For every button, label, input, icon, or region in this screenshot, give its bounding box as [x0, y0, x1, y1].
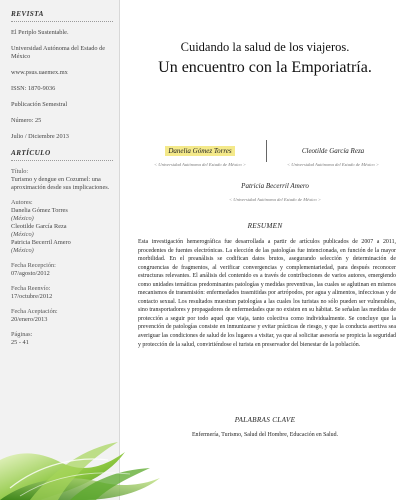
title-label: Título:	[11, 168, 29, 175]
author-2-name: Cleotilde García Reza	[301, 147, 365, 155]
author-3	[200, 175, 350, 202]
authors-label: Autores:	[11, 199, 33, 206]
pages-value: 25 - 41	[11, 339, 29, 346]
author-3-affiliation: < Universidad Autónoma del Estado de México >	[229, 197, 321, 202]
journal-name: El Periplo Sustentable.	[11, 29, 69, 36]
accepted-date: 20/enero/2013	[11, 316, 48, 323]
accepted-label: Fecha Aceptación:	[11, 308, 58, 315]
resumen-heading: RESUMEN	[247, 222, 283, 230]
revista-section	[11, 10, 113, 141]
revised-date: 17/octubre/2012	[11, 293, 53, 300]
author-2	[268, 140, 398, 167]
article-title-line2: Un encuentro con la Emporiatría.	[158, 59, 372, 76]
author-2-affiliation: < Universidad Autónoma del Estado de México >	[287, 162, 379, 167]
journal-date: Julio / Diciembre 2013	[11, 133, 69, 140]
keywords-heading: PALABRAS CLAVE	[234, 416, 296, 424]
author-country: (México)	[11, 231, 34, 238]
pages-label: Páginas:	[11, 331, 33, 338]
articulo-heading: ARTÍCULO	[11, 149, 51, 157]
author-name: Danelia Gómez Torres	[11, 207, 68, 214]
divider	[11, 160, 113, 161]
author-3-name: Patricia Becerril Amero	[241, 182, 309, 190]
author-1-name: Danelia Gómez Torres	[165, 146, 234, 156]
journal-institution: Universidad Autónoma del Estado de México	[11, 45, 106, 60]
revista-heading: REVISTA	[11, 10, 44, 18]
divider	[11, 21, 113, 22]
author-country: (México)	[11, 247, 34, 254]
author-country: (México)	[11, 215, 34, 222]
author-1-affiliation: < Universidad Autónoma del Estado de México >	[154, 162, 246, 167]
author-name: Cleotilde García Reza	[11, 223, 67, 230]
author-1	[140, 140, 260, 167]
received-label: Fecha Recepción:	[11, 262, 56, 269]
author-divider	[266, 140, 267, 162]
main-content	[132, 0, 398, 500]
journal-url[interactable]: www.psus.uaemex.mx	[11, 69, 68, 76]
authors-list	[11, 207, 113, 255]
journal-frequency: Publicación Semestral	[11, 101, 68, 108]
authors-block	[140, 140, 398, 202]
articulo-section	[11, 149, 113, 347]
journal-issn: ISSN: 1870-9036	[11, 85, 56, 92]
revised-label: Fecha Reenvío:	[11, 285, 51, 292]
author-name: Patricia Becerril Amero	[11, 239, 71, 246]
article-title-line1: Cuidando la salud de los viajeros.	[180, 40, 350, 54]
keywords-text: Enfermería, Turismo, Salud del Hombre, Educación en Salud.	[191, 432, 339, 438]
article-title-value: Turismo y dengue en Cozumel: una aproximación desde sus implicaciones.	[11, 176, 110, 191]
journal-number: Número: 25	[11, 117, 42, 124]
received-date: 07/agosto/2012	[11, 270, 50, 277]
resumen-text: Esta investigación hemerográfica fue desarrollada a partir de artículos publicados de 2007 a 2011, procedentes de fuentes electrónicas. La elección de las patologías fue intencionada, en función de la mayor morbilidad. En el preanálisis se codifican datos brutos, asegurando selección y determinación de congruencias de fragmentos, al verificar convergencias y complementariedad, para después reconocer estructuras relevantes. El análisis del contenido es a través de contribuciones de varios autores, emergiendo como unidades temáticas predominantes patologías y medidas preventivas, las cuales se aglutinan en mismos mecanismos de transmisión: enfermedades trasmitidas por artrópodos, por agua y alimentos, infecciosas y de contacto sexual. Los resultados muestran patologías a las cuales los turistas no sólo pueden ser vulnerables, sino transportadores y propagadores de enfermedades que no existen en su hábitat. Se señalan las medidas de protección a seguir por todo aquel que viaja, tanto colectiva como individualmente. Se concluye que la prevención de patologías consiste en inmunizarse y evitar prácticas de riesgo, y que la conducta asertiva sea averiguar las condiciones de salud de los lugares a visitar, ya que al solicitar asesoría se propicia la seguridad y protección de la salud, convirtiéndose el turista en preservador del bienestar de la población.	[138, 239, 396, 348]
